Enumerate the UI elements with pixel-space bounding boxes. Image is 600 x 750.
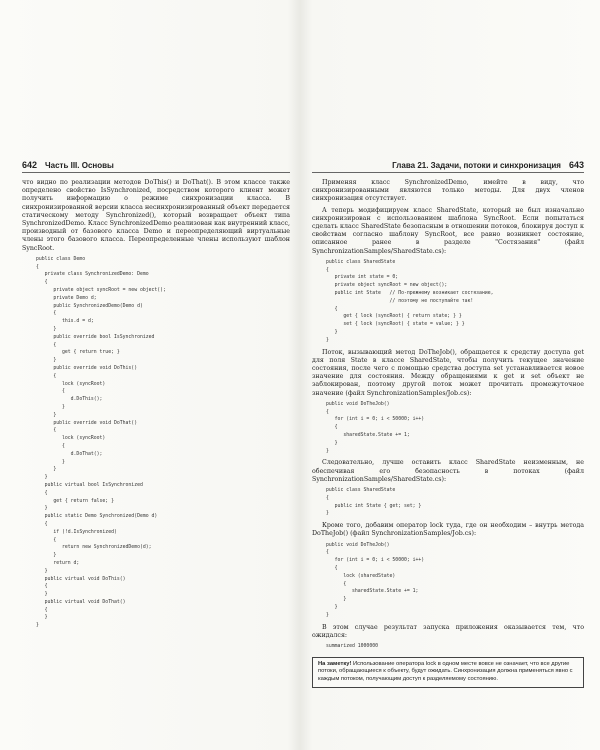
paragraph-synchronized-demo: Применяя класс SynchronizedDemo, имейте в виду, что синхронизированными являются только методы. Для двух членов синхронизация отсутствует. bbox=[312, 179, 584, 203]
paragraph-leave-unchanged: Следовательно, лучше оставить класс SharedState неизменным, не обеспечивая его безопасность в потоках (файл SynchronizationSamples/SharedState.cs): bbox=[312, 459, 584, 483]
right-running-title: Глава 21. Задачи, потоки и синхронизация bbox=[392, 161, 561, 170]
note-text: Использование оператора lock в одном месте вовсе не означает, что все другие потоки, обращающиеся к объекту, будут ожидать. Синхронизация должна применяться явно с каждым потоком, получающим доступ к разделяемому состоянию. bbox=[318, 660, 573, 682]
right-page bbox=[312, 160, 584, 690]
paragraph-sharedstate-syncroot: А теперь модифицируем класс SharedState, который не был изначально синхронизирован с использованием шаблона SyncRoot. Если попытаться сделать класс SharedState безопасным в отношении потоков, блокируя доступ к свойствам согласно шаблону SyncRoot, все равно возникнет состояние, описанное ранее в разделе "Состязания" (файл SynchronizationSamples/SharedState.cs): bbox=[312, 206, 584, 255]
paragraph-result: В этом случае результат запуска приложения оказывается тем, что ожидался: bbox=[312, 623, 584, 639]
note-title: На заметку! bbox=[318, 660, 352, 667]
sharedstate-syncroot-code: public class SharedState { private int state = 0; private object syncRoot = new object(); public int State // По-прежнему возникает состязание, // поэтому не поступайте так! { get { lock (syncRoot) { return state; } } set { lock (syncRoot) { state = value; } } } } bbox=[326, 259, 494, 343]
sharedstate-simple-code: public class SharedState { public int State { get; set; } } bbox=[326, 488, 422, 517]
right-page-number: 643 bbox=[568, 160, 584, 170]
left-running-title: Часть III. Основы bbox=[45, 161, 114, 170]
paragraph-dothejob-race: Поток, вызывающий метод DoTheJob(), обращается к средству доступа get для поля State в классе SharedState, чтобы получить текущее значение состояния, после чего с помощью средства доступа set устанавливается новое значение для состояния. Между обращениями к get и set объект не заблокирован, поэтому другой поток может прочитать промежуточное значение (файл SynchronizationSamples/Job.cs): bbox=[312, 348, 584, 397]
left-page bbox=[22, 160, 290, 690]
dothejob-lock-code: public void DoTheJob() { for (int i = 0; i < 50000; i++) { lock (sharedState) { sharedState.State += 1; } } } bbox=[326, 542, 425, 618]
program-output: summarized 1000000 bbox=[326, 643, 378, 649]
demo-class-code: public class Demo { private class SynchronizedDemo: Demo { private object syncRoot = new object(); private Demo d; public SynchronizedDemo(Demo d) { this.d = d; } public override bool IsSynchronized { get { return true; } } public override void DoThis() { lock (syncRoot) { d.DoThis(); } } public override void DoThat() { lock (syncRoot) { d.DoThat(); } } } public virtual bool IsSynchronized { get { return false; } } public static Demo Synchronized(Demo d) { if (!d.IsSynchronized) { return new SynchronizedDemo(d); } return d; } public virtual void DoThis() { } public virtual void DoThat() { } } bbox=[36, 256, 166, 629]
right-page-header bbox=[312, 160, 584, 173]
left-intro-paragraph: что видно по реализации методов DoThis() и DoThat(). В этом классе также определено свойство IsSynchronized, посредством которого клиент может получить информацию о режиме синхронизации класса. В синхронизированной версии класса несинхронизированный объект передается статическому методу Synchronized(), который возвращает объект типа SynchronizedDemo. Класс SynchronizedDemo реализован как внутренний класс, производный от базового класса Demo и переопределяющий виртуальные члены этого базового класса. Переопределенные члены используют шаблон SyncRoot. bbox=[22, 179, 290, 252]
left-page-number: 642 bbox=[22, 160, 38, 170]
dothejob-code: public void DoTheJob() { for (int i = 0; i < 50000; i++) { sharedState.State += 1; } } bbox=[326, 401, 425, 454]
note-box bbox=[312, 657, 584, 688]
paragraph-add-lock: Кроме того, добавим оператор lock туда, где он необходим – внутрь метода DoTheJob() (файл SynchronizationSamples/Job.cs): bbox=[312, 522, 584, 538]
left-page-header bbox=[22, 160, 290, 173]
